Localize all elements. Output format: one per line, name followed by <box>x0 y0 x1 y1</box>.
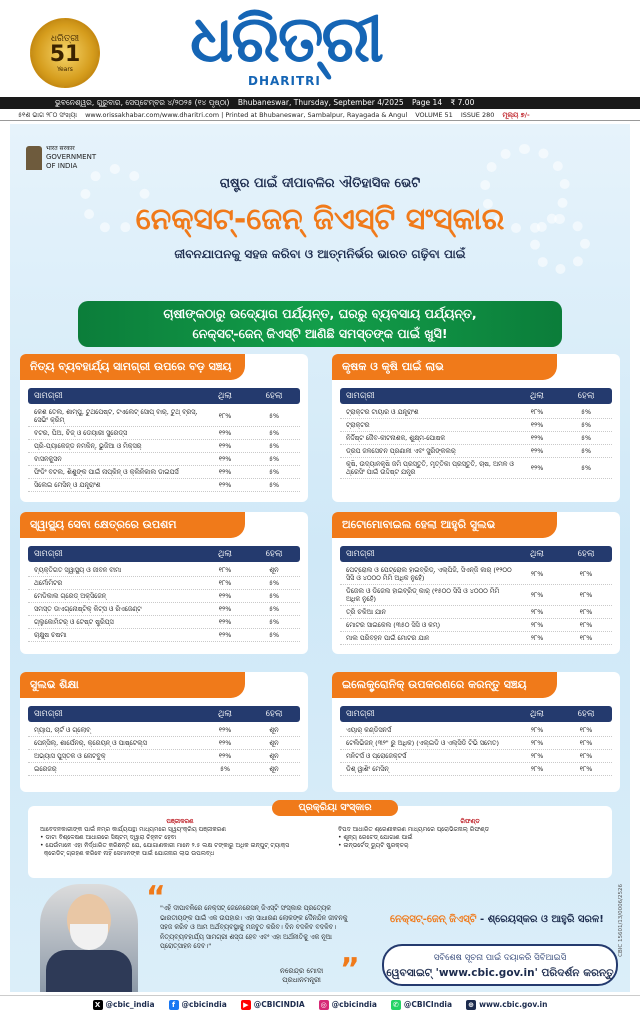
close-quote-icon: ” <box>340 952 360 987</box>
social-label: @cbicindia <box>331 999 377 1009</box>
gst-advertisement <box>10 124 630 992</box>
table-row <box>28 427 300 440</box>
cell-item: ନିର୍ଦ୍ଦିଷ୍ଟ ଜୈବ-କୀଟନାଶକ, ଶୁକ୍ଷ୍ମ-ପୋଷକ <box>346 434 446 442</box>
cell-was: ୧୮% <box>530 408 544 416</box>
table-header <box>340 706 612 722</box>
social-label: @cbicindia <box>181 999 227 1009</box>
pm-role: ପ୍ରଧାନମନ୍ତ୍ରୀ <box>282 976 321 984</box>
table-row <box>340 750 612 763</box>
badge-title: ଧରିତ୍ରୀ <box>50 33 80 44</box>
table-row <box>340 724 612 737</box>
web-icon: ⊕ <box>466 1000 476 1010</box>
cell-now: ଶୂନ <box>269 566 279 574</box>
col-was: ଥିଲା <box>530 391 544 401</box>
table-row <box>28 763 300 776</box>
table-row <box>340 619 612 632</box>
reform-left-point: • ଯେଉଁମାନେ ଏହା ନିର୍ଦ୍ଧାରିତ କରିଛନ୍ତି ଯେ, ଯୋଗାଣକାରୀ ମାନେ ୨.୫ ଲକ୍ଷ ଟଙ୍କାରୁ ଅଧିକ ଇନ୍‌ପୁଟ୍ ଟ୍ୟାକ୍ସ <box>40 842 290 849</box>
prime-minister-photo <box>40 884 138 992</box>
table-header <box>28 388 300 404</box>
col-item: ସାମଗ୍ରୀ <box>346 709 375 719</box>
col-was: ଥିଲା <box>218 549 232 559</box>
cell-now: ୫% <box>268 455 280 463</box>
cell-item: କୃଷି, ଉଦ୍ୟାନକୃଷି ଜମି ପ୍ରସ୍ତୁତି, ମୃତ୍ତିକା ପ୍ରସ୍ତୁତି, ଚାଷ, ଅମଳ ଓ ଥ୍ରେସିଂ ପାଇଁ ଉଦ୍ଦିଷ୍ଟ ଯନ୍ତ୍ର <box>346 460 514 476</box>
social-label: @CBICINDIA <box>253 999 305 1009</box>
cell-item: ଟେଲିଭିଜନ୍ (୩୨" ରୁ ଅଧିକ) (ଏଲ୍‌ଇଡି ଓ ଏଲ୍‌ସିଡି ଟିଭି ସମେତ) <box>346 739 499 747</box>
card-electronics <box>332 672 620 792</box>
cell-now: ୧୮% <box>579 739 593 747</box>
government-of-india-logo <box>26 144 96 171</box>
card-title: ସୁଲଭ ଶିକ୍ଷା <box>20 672 245 698</box>
cell-was: ୧୮% <box>218 566 232 574</box>
table-row <box>28 590 300 603</box>
cell-was: ୧୮% <box>218 412 232 420</box>
cell-item: ବ୍ୟକ୍ତିଗତ ସ୍ୱାସ୍ଥ୍ୟ ଓ ଜୀବନ ବୀମା <box>34 566 122 574</box>
cell-item: ପେଟ୍ରୋଲ ଓ ପେଟ୍ରୋଲ ହାଇବ୍ରିଡ୍, ଏଲ୍‌ପିଜି, ସିଏନ୍‌ଜି କାର୍ (୧୨୦୦ ସିସି ଓ ୪୦୦୦ ମିମି ଅଧିକ ନୁହେଁ) <box>346 566 512 582</box>
x-icon: X <box>93 1000 103 1010</box>
table-row <box>340 737 612 750</box>
cell-was: ୨୮% <box>530 634 544 642</box>
cell-now: ୧୮% <box>579 634 593 642</box>
cell-item: ପ୍ରି-ପ୍ୟାକେଜ୍ଡ ନମକିନ୍, ଭୁଜିଆ ଓ ମିକ୍ସର୍ <box>34 442 142 450</box>
table-row <box>340 585 612 606</box>
cbic-line2: ୱେବସାଇଟ୍ 'www.cbic.gov.in' ପରିଦର୍ଶନ କରନ୍ତୁ <box>386 967 614 979</box>
cell-was: ୧୨% <box>218 592 232 600</box>
cell-item: ତ୍ରି ଚକିଆ ଯାନ <box>346 608 386 616</box>
table-row <box>340 458 612 479</box>
ad-headline: ନେକ୍ସଟ୍-ଜେନ୍ ଜିଏସ୍‌ଟି ସଂସ୍କାର <box>135 202 505 237</box>
issue: ISSUE 280 <box>460 111 495 119</box>
table-row <box>28 406 300 427</box>
cell-item: ଡ୍ରପ ଜଳସେଚନ ପ୍ରଣାଳୀ ଏବଂ ସ୍ପ୍ରିଙ୍କଲର୍ <box>346 447 456 455</box>
col-item: ସାମଗ୍ରୀ <box>34 549 63 559</box>
cell-was: ୨୮% <box>530 752 544 760</box>
cell-item: କେଶ ତେଲ, ଶାମ୍ପୁ, ଟୁଥପେଷ୍ଟ, ଟଏଲେଟ୍ ସୋପ୍ ବାର୍, ଟୁଥ୍ ବ୍ରସ୍, ସେଭିଂ କ୍ରିମ୍ <box>34 408 198 424</box>
table-header <box>28 706 300 722</box>
cell-was: ୨୮% <box>530 739 544 747</box>
cell-was: ୧୨% <box>218 442 232 450</box>
cell-was: ୧୨% <box>218 726 232 734</box>
col-item: ସାମଗ୍ରୀ <box>34 709 63 719</box>
newspaper-logo: ଧରିତ୍ରୀ <box>190 3 382 77</box>
ad-subline: ଜୀବନଯାପନକୁ ସହଜ କରିବା ଓ ଆତ୍ମନିର୍ଭର ଭାରତ ଗଢ଼ିବା ପାଇଁ <box>174 247 466 261</box>
reform-left-title: ପଞ୍ଜୀକରଣ <box>166 818 194 825</box>
youtube-icon: ▶ <box>241 1000 251 1010</box>
cell-was: ୨୮% <box>530 765 544 773</box>
cell-item: ବଟର, ଘିଅ, ଚିଜ୍ ଓ ଡେୟାରୀ ସ୍ପ୍ରେଡ୍ସ <box>34 429 128 437</box>
cell-item: ଥର୍ମୋମିଟର <box>34 579 63 587</box>
national-emblem-icon <box>26 146 42 170</box>
col-was: ଥିଲା <box>218 709 232 719</box>
cell-now: ୫% <box>268 592 280 600</box>
card-healthcare <box>20 512 308 654</box>
volume: VOLUME 51 <box>415 111 453 119</box>
cell-now: ୫% <box>580 421 592 429</box>
card-title: ଇଲେକ୍ଟ୍ରୋନିକ୍ ଉପକରଣରେ କରନ୍ତୁ ସଞ୍ଚୟ <box>332 672 557 698</box>
process-reform-box <box>28 806 612 878</box>
table-row <box>340 763 612 776</box>
table-row <box>28 564 300 577</box>
cell-was: ୧୨% <box>218 605 232 613</box>
cell-now: ୧୮% <box>579 726 593 734</box>
card-daily-essentials <box>20 354 308 502</box>
table-row <box>28 750 300 763</box>
cell-was: ୧୨% <box>218 631 232 639</box>
cell-now: ୫% <box>268 618 280 626</box>
col-was: ଥିଲା <box>530 709 544 719</box>
tagline <box>390 914 604 925</box>
card-title: କୃଷକ ଓ କୃଷି ପାଇଁ ଲାଭ <box>332 354 557 380</box>
cell-now: ୫% <box>580 408 592 416</box>
cell-item: ଟ୍ରାକ୍ଟର <box>346 421 370 429</box>
cell-was: ୫% <box>219 765 231 773</box>
cell-item: ପେନ୍‌ସିଲ୍, ଶାର୍ପେନର୍, କ୍ରେୟନ୍ ଓ ପାଷ୍ଟେଲ୍ସ <box>34 739 147 747</box>
cell-item: ସମସ୍ତ ଡାଏଗ୍ନୋଷ୍ଟିକ୍ କିଟ୍ସ ଓ ରିଏଜେଣ୍ଟ <box>34 605 142 613</box>
odia-date: ଭୁବନେଶ୍ୱର, ଗୁରୁବାର, ସେପ୍ଟେମ୍ବର ୪/୨୦୨୫ (୧୪ ପୃଷ୍ଠା) <box>55 98 230 107</box>
cell-was: ୨୮% <box>530 591 544 599</box>
badge-sub: Years <box>57 65 73 73</box>
cell-item: ଡିଜେଲ ଓ ଡିଜେଲ ହାଇବ୍ରିଡ୍ କାର୍ (୧୫୦୦ ସିସି ଓ ୪୦୦୦ ମିମି ଅଧିକ ନୁହେଁ) <box>346 587 500 603</box>
anniversary-badge <box>30 18 100 88</box>
cell-was: ୧୮% <box>218 579 232 587</box>
cell-now: ୧୮% <box>579 570 593 578</box>
cell-was: ୧୨% <box>530 447 544 455</box>
table-row <box>340 632 612 645</box>
banner-line2: ନେକ୍ସଟ୍-ଜେନ୍ ଜିଏସ୍‌ଟି ଆଣିଛି ସମସ୍ତଙ୍କ ପାଇଁ ଖୁସି! <box>192 326 448 341</box>
process-reform-heading: ପ୍ରକ୍ରିୟା ସଂସ୍କାର <box>272 800 398 816</box>
col-now: ହେଲା <box>265 391 283 401</box>
table-row <box>28 616 300 629</box>
table-row <box>28 577 300 590</box>
gov-line1: GOVERNMENT <box>46 153 97 161</box>
instagram-icon: ◎ <box>320 1000 327 1009</box>
cell-item: ଅଭ୍ୟାସ ପୁସ୍ତକ ଓ ନୋଟବୁକ୍ <box>34 752 106 760</box>
cbic-line1: ସବିଶେଷ ସୂଚନା ପାଇଁ ଦୟାକରି ସିବିଆଇସି <box>433 953 567 963</box>
table-row <box>340 432 612 445</box>
col-item: ସାମଗ୍ରୀ <box>34 391 63 401</box>
card-automobile <box>332 512 620 654</box>
cell-now: ୫% <box>268 442 280 450</box>
cell-now: ୫% <box>580 464 592 472</box>
table-row <box>28 737 300 750</box>
gov-hindi: भारत सरकार <box>46 145 75 152</box>
table-header <box>340 388 612 404</box>
cell-now: ୫% <box>268 468 280 476</box>
table-row <box>28 453 300 466</box>
col-now: ହେଲା <box>577 549 595 559</box>
cell-item: ମେଡିକାଲ ଗ୍ରେଡ୍ ଅକ୍ସିଜେନ୍ <box>34 592 107 600</box>
cell-now: ୧୮% <box>579 591 593 599</box>
masthead <box>0 0 640 97</box>
col-was: ଥିଲା <box>530 549 544 559</box>
cell-item: ଏୟାର୍ କଣ୍ଡିସନର୍ସ <box>346 726 392 734</box>
cell-now: ଶୂନ <box>269 726 279 734</box>
url-line <box>0 109 640 121</box>
cell-was: ୧୨% <box>530 421 544 429</box>
cell-item: ମାଲ ପରିବହନ ପାଇଁ ମୋଟର ଯାନ <box>346 634 430 642</box>
cell-now: ଶୂନ <box>269 765 279 773</box>
cell-now: ୫% <box>580 447 592 455</box>
cell-was: ୨୮% <box>530 608 544 616</box>
reform-right-point: • ଇନ୍‌ଭର୍ଟେଡ୍ ଡ୍ୟୁଟି ଷ୍ଟ୍ରକ୍ଚର୍ <box>338 842 409 849</box>
cell-now: ୫% <box>268 579 280 587</box>
badge-number: 51 <box>49 41 81 67</box>
reform-right-point: • ଶୂନ୍ୟ ରେଟେଡ୍ ଯୋଗାଣ ପାଇଁ <box>338 834 413 841</box>
reform-left-point: କ୍ରେଡିଟ୍ ଗ୍ରହଣ କରିବେ ନାହିଁ ସେମାନଙ୍କ ପାଇଁ ଯୋଜନାର ଲାଭ ଉପଲବ୍ଧ <box>43 850 215 857</box>
cell-item: ଫିଡିଂ ବଟଲ, ଶିଶୁଙ୍କ ପାଇଁ ନାପ୍‌କିନ୍ ଓ କ୍ଲିନିକାଲ ଡାଇପର୍ସ <box>34 468 179 476</box>
reform-right-intro: ବିପଦ ଆଧାରିତ ଶ୍ରେଣୀକରଣ ମାଧ୍ୟମରେ ପ୍ରୋଭିଜନାଲ୍ ରିଫଣ୍ଡ <box>338 826 490 833</box>
table-row <box>28 724 300 737</box>
cell-now: ୫% <box>268 481 280 489</box>
cell-now: ଶୂନ <box>269 752 279 760</box>
col-now: ହେଲା <box>265 549 283 559</box>
cell-was: ୧୨% <box>218 429 232 437</box>
ad-top-line: ରାଷ୍ଟ୍ର ପାଇଁ ଦୀପାବଳିର ଐତିହାସିକ ଭେଟି <box>219 176 421 191</box>
table-row <box>340 445 612 458</box>
odia-volume: ୫୧ଶ ଭାଗ ୨୮୦ ସଂଖ୍ୟା <box>18 111 78 119</box>
cell-now: ୫% <box>268 429 280 437</box>
website-url: www.orissakhabar.com/www.dharitri.com | Printed at Bhubaneswar, Sambalpur, Rayagada & Angul <box>85 111 408 119</box>
social-link[interactable] <box>466 996 547 1013</box>
cell-now: ୫% <box>580 434 592 442</box>
cell-now: ୧୮% <box>579 621 593 629</box>
cell-item: ବାସନକୁସନ <box>34 455 62 463</box>
cell-item: ଚାକ୍ଷୁଷ ଚଷମା <box>34 631 67 639</box>
card-agriculture <box>332 354 620 502</box>
cell-now: ଶୂନ <box>269 739 279 747</box>
tagline-part1: ନେକ୍ସଟ୍-ଜେନ୍ ଜିଏସ୍‌ଟି <box>390 914 477 925</box>
social-label: www.cbic.gov.in <box>479 999 548 1009</box>
card-title: ଅଟୋମୋବାଇଲ ହେଲା ଆହୁରି ସୁଲଭ <box>332 512 557 538</box>
price: ₹ 7.00 <box>450 98 475 107</box>
cell-item: ଡିଶ୍ ୱାଶିଂ ମେସିନ୍ <box>346 765 389 773</box>
cell-now: ୫% <box>268 631 280 639</box>
pm-quote: "ଏହି ଦୀପାବଳିରେ ନେକ୍ସଟ୍ ଜେନେରେସନ୍ ଜିଏସ୍‌ଟି ସଂସ୍କାର ପ୍ରତ୍ୟେକ ଭାରତୀୟଙ୍କ ପାଇଁ ଏକ ଉପହାର। ଏହା ସାଧାରଣ ଲୋକଙ୍କ ଦୈନନ୍ଦିନ ଜୀବନକୁ ସହଜ କରିବ ଓ ଆମ ଅର୍ଥବ୍ୟବସ୍ଥାକୁ ମଜବୁତ କରିବ। ଦିନ ବଦଳିବ ବଦଳିବ। ନିତ୍ୟବ୍ୟବହାର୍ଯ୍ୟ ସାମଗ୍ରୀ ଶସ୍ତା ହେବ ଏବଂ ଏହା ଅର୍ଥନୀତିକୁ ଏକ ନୂଆ ପ୍ରୋତ୍ସାହନ ଦେବ।" <box>160 904 348 950</box>
cell-now: ୧୮% <box>579 752 593 760</box>
table-row <box>28 466 300 479</box>
table-header <box>340 546 612 562</box>
social-link[interactable] <box>241 996 305 1013</box>
card-title: ସ୍ୱାସ୍ଥ୍ୟ ସେବା କ୍ଷେତ୍ରରେ ଉପଶମ <box>20 512 245 538</box>
social-link[interactable] <box>319 996 377 1013</box>
cell-was: ୧୨% <box>218 618 232 626</box>
cbic-info-box <box>382 944 618 986</box>
social-label: @CBICIndia <box>403 999 453 1009</box>
reform-left-intro: ଆବେଦନକାରୀଙ୍କ ପାଇଁ ନମ୍ର କାର୍ଯ୍ୟପନ୍ଥା ମାଧ୍ୟମରେ ସ୍ୱୟଂକ୍ରିୟ ପଞ୍ଜୀକରଣ <box>40 826 226 833</box>
cell-was: ୨୮% <box>530 726 544 734</box>
cbic-ref-number: CBIC 15601/13/0006/2526 <box>618 884 624 957</box>
table-row <box>28 629 300 642</box>
reform-right-title: ରିଫଣ୍ଡ <box>460 818 480 825</box>
cell-was: ୧୨% <box>218 468 232 476</box>
cell-item: ମୋଟର ସାଇକେଲ (୩୫୦ ସିସି ଓ କମ୍) <box>346 621 441 629</box>
table-row <box>340 606 612 619</box>
cell-was: ୨୮% <box>530 570 544 578</box>
pm-signature-block <box>280 967 323 985</box>
col-now: ହେଲା <box>577 391 595 401</box>
cell-now: ୧୮% <box>579 608 593 616</box>
english-date: Bhubaneswar, Thursday, September 4/2025 <box>237 98 404 107</box>
cell-was: ୧୨% <box>530 434 544 442</box>
table-row <box>28 479 300 492</box>
newspaper-logo-sub: DHARITRI <box>248 74 321 88</box>
social-link[interactable] <box>391 996 452 1013</box>
cell-was: ୧୨% <box>530 464 544 472</box>
table-header <box>28 546 300 562</box>
facebook-icon: f <box>169 1000 179 1010</box>
cell-item: ଇରେଜର୍ <box>34 765 57 773</box>
col-now: ହେଲା <box>265 709 283 719</box>
cell-was: ୧୨% <box>218 752 232 760</box>
cell-was: ୧୨% <box>218 455 232 463</box>
cell-now: ୫% <box>268 605 280 613</box>
table-row <box>28 440 300 453</box>
pm-name: ନରେନ୍ଦ୍ର ମୋଦୀ <box>280 967 324 975</box>
green-banner <box>78 301 562 347</box>
cell-item: ଗ୍ଲୁକୋମିଟର୍ ଓ ଟେଷ୍ଟ ଷ୍ଟ୍ରିପ୍ସ <box>34 618 114 626</box>
table-row <box>28 603 300 616</box>
cell-item: ଟ୍ରାକ୍ଟର ଟାୟାର ଓ ଯନ୍ତ୍ରାଂଶ <box>346 408 419 416</box>
cell-item: ମନିଟର୍ସ ଓ ପ୍ରୋଜେକ୍ଟର୍ସ <box>346 752 407 760</box>
cell-now: ୫% <box>268 412 280 420</box>
table-row <box>340 419 612 432</box>
gov-line2: OF INDIA <box>46 162 78 170</box>
page-number: Page 14 <box>412 98 443 107</box>
tagline-part2: - ଶ୍ରେୟସ୍କର ଓ ଆହୁରି ସରଳ! <box>476 914 604 925</box>
cell-now: ୧୮% <box>579 765 593 773</box>
col-item: ସାମଗ୍ରୀ <box>346 391 375 401</box>
col-was: ଥିଲା <box>218 391 232 401</box>
cell-item: ସିଲେଇ ମେସିନ୍ ଓ ଯନ୍ତ୍ରାଂଶ <box>34 481 101 489</box>
reform-left-point: • ଡାଟା ବିଶ୍ଳେଷଣ ଆଧାରରେ ସିଷ୍ଟମ୍ ଦ୍ୱାରା ଚିହ୍ନଟ ହେବା <box>40 834 177 841</box>
odia-price: ମୂଲ୍ୟ ୭/- <box>502 111 530 119</box>
social-link[interactable] <box>93 996 155 1013</box>
cell-was: ୨୮% <box>530 621 544 629</box>
social-bar <box>0 995 640 1013</box>
social-link[interactable] <box>169 996 227 1013</box>
social-label: @cbic_india <box>105 999 155 1009</box>
table-row <box>340 406 612 419</box>
table-row <box>340 564 612 585</box>
open-quote-icon: “ <box>146 880 166 915</box>
card-education <box>20 672 308 792</box>
whatsapp-icon: ✆ <box>391 1000 401 1010</box>
cell-was: ୧୨% <box>218 739 232 747</box>
card-title: ନିତ୍ୟ ବ୍ୟବହାର୍ଯ୍ୟ ସାମଗ୍ରୀ ଉପରେ ବଡ଼ ସଞ୍ଚୟ <box>20 354 245 380</box>
banner-line1: ଚାଷୀଙ୍କଠାରୁ ଉଦ୍ୟୋଗ ପର୍ଯ୍ୟନ୍ତ, ଘରରୁ ବ୍ୟବସାୟ ପର୍ଯ୍ୟନ୍ତ, <box>163 306 477 321</box>
cell-was: ୧୨% <box>218 481 232 489</box>
col-now: ହେଲା <box>577 709 595 719</box>
cell-item: ମ୍ୟାପ, ଚାର୍ଟ ଓ ଗ୍ଲୋବ୍ <box>34 726 91 734</box>
col-item: ସାମଗ୍ରୀ <box>346 549 375 559</box>
dateline-bar <box>0 97 640 109</box>
